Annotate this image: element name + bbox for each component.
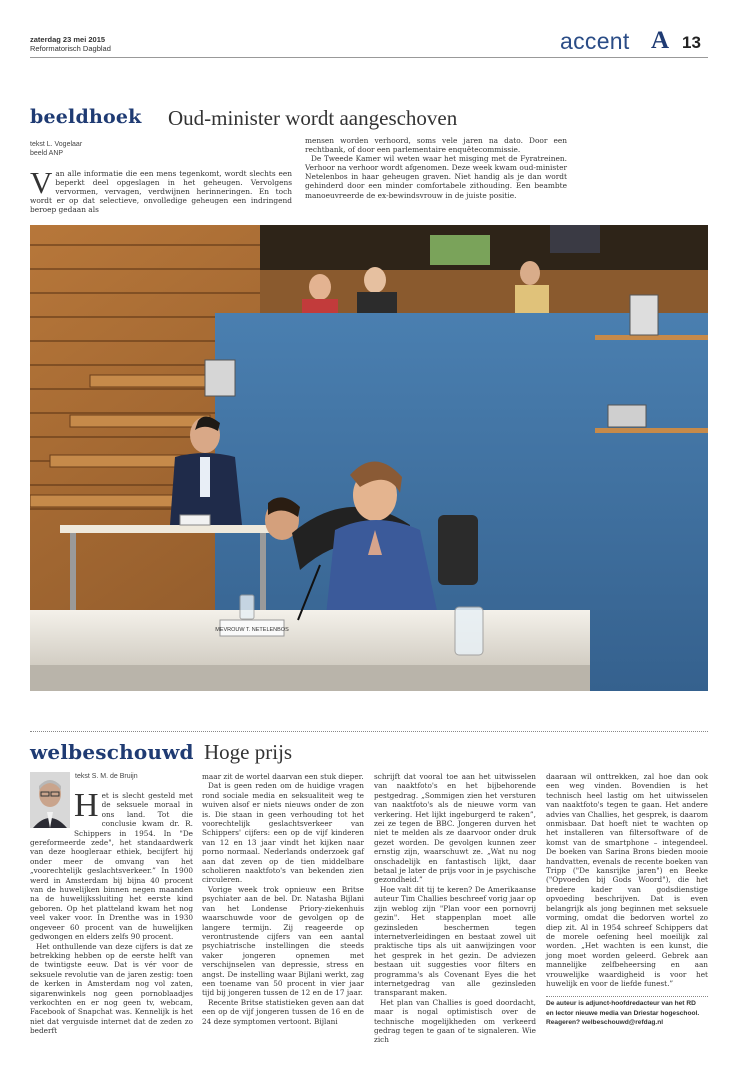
welbeschouwd-label: welbeschouwd <box>30 740 194 764</box>
col1-para-2: Het onthullende van deze cijfers is dat ze betrekking hebben op de eerste helft van de twintigste eeuw. Dat is vér voor de seksuele revolutie van de jaren zestig: toen de kerken in Amsterdam nog vol zaten, sigarenwinkels nog geen pornoblaadjes verkochten en er nog geen tv, webcam, Facebook of Snapchat was. Kennelijk is het niet dat verguisde internet dat de zeden zo bederft <box>30 941 193 1036</box>
welbeschouwd-column-2 <box>202 772 364 1026</box>
col2-para-1: maar zit de wortel daarvan een stuk dieper. <box>202 772 364 781</box>
welbeschouwd-title: Hoge prijs <box>204 740 293 764</box>
welbeschouwd-column-4 <box>546 772 708 988</box>
beeldhoek-text-1: an alle informatie die een mens tegenkomt, wordt slechts een beperkt deel opgeslagen in het geheugen. Vervolgens vervormen, vervagen, verdwijnen herinneringen. En toch wordt er op dat selectieve, onvolledige geheugen een indringend beroep gedaan als <box>30 169 292 215</box>
hearing-photo-illustration <box>30 225 708 691</box>
col2-para-3: Vorige week trok opnieuw een Britse psychiater aan de bel. Dr. Natasha Bijlani van het Londense Priory-ziekenhuis waarschuwde voor de gevolgen op de langere termijn. Zij reageerde op verontrustende cijfers van een aantal psychiatrische instellingen die steeds vaker jongeren opnemen met verschijnselen van depressie, stress en angst. De instelling waar Bijlani werkt, zag een toename van 50 procent in vier jaar tijd bij jongeren tussen de 12 en de 17 jaar. <box>202 884 364 998</box>
beeldhoek-column-2 <box>305 136 567 200</box>
newspaper-name: Reformatorisch Dagblad <box>30 44 111 53</box>
beeldhoek-text-2: mensen worden verhoord, soms vele jaren na dato. Door een rechtbank, of door een parlementaire enquêtecommissie. <box>305 136 567 155</box>
welbeschouwd-column-1 <box>30 787 193 1036</box>
drop-cap: V <box>30 165 53 200</box>
col2-para-4: Recente Britse statistieken geven aan dat een op de vijf jongeren tussen de 16 en de 24 deze symptomen vertoont. Bijlani <box>202 997 364 1026</box>
text-credit: tekst L. Vogelaar <box>30 141 83 148</box>
nameplate-text: MEVROUW T. NETELENBOS <box>215 627 289 633</box>
issue-date: zaterdag 23 mei 2015 <box>30 35 106 44</box>
header-rule <box>30 57 708 58</box>
welbeschouwd-credit: tekst S. M. de Bruijn <box>75 773 138 780</box>
footnote-divider <box>546 996 708 997</box>
col1-para-1: et is slecht gesteld met de seksuele moraal in ons land. Tot die conclusie kwam dr. R. Schippers in 1954. In "De gereformeerde zede", het standaardwerk van deze hoogleraar ethiek, becijfert hij onder meer de omvang van het „voorechtelijk geslachtsverkeer.” In 1900 werd in Amsterdam bij bijna 40 procent van de huwelijken binnen negen maanden na de huwelijkssluiting het eerste kind geboren. Op het platteland kwam het nog veel vaker voor. In Drenthe was in 1930 ongeveer 60 procent van de huwelijken gedwongen en elders zelfs 90 procent. <box>30 791 193 942</box>
page-number: 13 <box>682 33 701 52</box>
welbeschouwd-column-3 <box>374 772 536 1045</box>
drop-cap: H <box>74 787 99 824</box>
author-footnote <box>546 999 710 1028</box>
section-divider <box>30 731 708 732</box>
col3-para-1: schrijft dat vooral toe aan het uitwisselen van naaktfoto's en het bijbehorende pestgedrag. „Sommigen zien het versturen van naaktfoto's als de nieuwe vorm van verkering. Het lijkt ingeburgerd te raken”, zei ze tegen de BBC. Jongeren durven het niet te melden als ze daarvoor onder druk gezet worden. De gevolgen kunnen zeer ernstig zijn, waarschuwt ze. „Wat nu nog onschadelijk en fantastisch lijkt, daar betaal je later de prijs voor in je psychische gezondheid.” <box>374 772 536 885</box>
section-logo: A <box>651 27 670 54</box>
section-name: accent <box>560 28 630 54</box>
header-date-block <box>30 35 111 53</box>
footnote-line-2: en lector nieuwe media van Driestar hogeschool. <box>546 1009 700 1017</box>
col3-para-3: Het plan van Challies is goed doordacht, maar is nogal optimistisch over de technische mogelijkheden om verkeerd gedrag tegen te gaan of te signaleren. Wie zich <box>374 997 536 1045</box>
col2-para-2: Dat is geen reden om de huidige vragen rond sociale media en seksualiteit weg te wuiven alsof er niets nieuws onder de zon is. Die staan in geen verhouding tot het voorechtelijk geslachtsverkeer van Schippers' cijfers: een op de vijf kinderen van 12 en 13 jaar vindt het kijken naar porno normaal. Nederlands onderzoek gaf aan dat zeven op de tien middelbare scholieren naaktfoto's van bekenden zien circuleren. <box>202 781 364 885</box>
beeldhoek-title: Oud-minister wordt aangeschoven <box>168 106 458 130</box>
beeldhoek-credits <box>30 140 82 158</box>
photo-credit: beeld ANP <box>30 150 64 157</box>
col4-para-1: daaraan wil onttrekken, zal hoe dan ook een weg vinden. Bovendien is het technisch heel lastig om het uitwisselen van naaktfoto's tegen te gaan. Het andere advies van Challies, het gesprek, is daarom onmisbaar. Dat hoeft niet te wachten op het installeren van filtersoftware of de komst van de smartphone – integendeel. De boeken van Sarina Brons bieden mooie handvatten, evenals de recente boeken van Tripp ("De kansrijke jaren") en Beeke ("Opvoeden bij Gods Woord"), die het bredere kader van godsdienstige opvoeding beschrijven. Dat is even belangrijk als jong beginnen met seksuele vorming, omdat die bedorven wortel zo diep zit. Al in 1954 schreef Schippers dat de morele oefening heel moeilijk zal worden. „Het wachten is een kunst, die jong moet worden geleerd. Gebrek aan mannelijke zelfbeheersing en aan vrouwelijke waardigheid is voor het huwelijk en voor de liefde funest.” <box>546 772 708 988</box>
footnote-line-1: De auteur is adjunct-hoofdredacteur van het RD <box>546 1000 696 1007</box>
col3-para-2: Hoe valt dit tij te keren? De Amerikaanse auteur Tim Challies beschreef vorig jaar op zijn weblog zijn "Plan voor een pornovrij gezin". Het stappenplan moet alle gezinsleden beschermen tegen internetverleidingen en bestaat zowel uit praktische tips als uit aanwijzingen voor het gesprek in het gezin. De adviezen bestaan uit suggesties voor filters en programma's als Covenant Eyes die het internetgedrag van alle gezinsleden transparant maken. <box>374 884 536 998</box>
beeldhoek-label: beeldhoek <box>30 106 142 128</box>
footnote-email: Reageren? welbeschouwd@refdag.nl <box>546 1019 664 1026</box>
beeldhoek-column-1 <box>30 165 292 215</box>
hearing-photo <box>30 225 708 691</box>
beeldhoek-text-3: De Tweede Kamer wil weten waar het misging met de Fyratreinen. Verhoor na verhoor wordt afgenomen. Deze week kwam oud-minister Netelenbos in haar geheugen graven. Niet handig als je dan wordt gehinderd door een minder comfortabele zithouding. Een beambte manoeuvreerde de ex-bewindsvrouw in de juiste positie. <box>305 154 567 200</box>
